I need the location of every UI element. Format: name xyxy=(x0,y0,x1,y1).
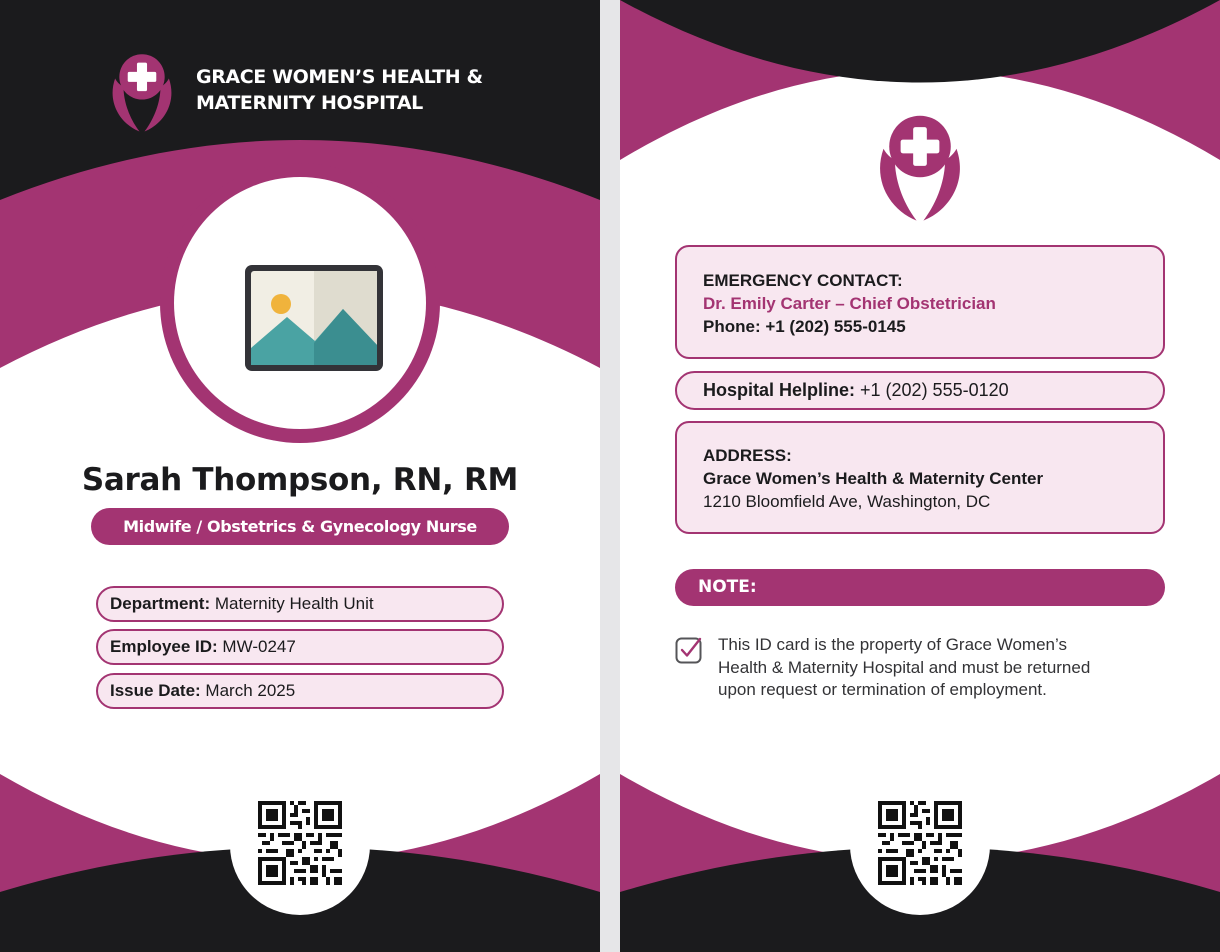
qr-code-icon xyxy=(878,801,962,885)
qr-code-icon xyxy=(258,801,342,885)
emergency-contact-name: Dr. Emily Carter – Chief Obstetrician xyxy=(703,294,996,313)
emergency-contact-box xyxy=(675,245,1165,359)
role-badge: Midwife / Obstetrics & Gynecology Nurse xyxy=(91,508,509,545)
staff-name: Sarah Thompson, RN, RM xyxy=(81,462,519,498)
helpline-label: Hospital Helpline: xyxy=(703,380,856,400)
hospital-logo-icon xyxy=(863,110,977,224)
emergency-contact-phone: Phone: +1 (202) 555-0145 xyxy=(703,317,906,336)
profile-photo-frame xyxy=(160,163,440,443)
address-line2: 1210 Bloomfield Ave, Washington, DC xyxy=(703,492,991,511)
qr-code-holder xyxy=(230,775,370,915)
issue-date-value: March 2025 xyxy=(200,681,296,700)
address-line1: Grace Women’s Health & Maternity Center xyxy=(703,469,1044,488)
id-card-front xyxy=(0,0,600,952)
department-label: Department: xyxy=(110,594,211,613)
emergency-contact-heading: EMERGENCY CONTACT: xyxy=(703,271,903,290)
issue-date-label: Issue Date: xyxy=(110,681,201,700)
employee-id-field xyxy=(96,629,504,665)
department-value: Maternity Health Unit xyxy=(210,594,374,613)
employee-id-label: Employee ID: xyxy=(110,637,218,656)
hospital-name xyxy=(196,64,556,116)
hospital-logo-icon xyxy=(100,50,184,134)
qr-code-holder xyxy=(850,775,990,915)
helpline-number: +1 (202) 555-0120 xyxy=(855,380,1009,400)
issue-date-field xyxy=(96,673,504,709)
hospital-helpline-box xyxy=(675,371,1165,410)
checkbox-check-icon xyxy=(675,635,703,665)
note-heading: NOTE: xyxy=(675,569,1165,606)
note-text: This ID card is the property of Grace Women’s Health & Maternity Hospital and must be returned upon request or termination of employment. xyxy=(718,635,1091,699)
department-field xyxy=(96,586,504,622)
employee-id-value: MW-0247 xyxy=(217,637,296,656)
hospital-name-line1: GRACE WOMEN’S HEALTH & xyxy=(196,66,483,88)
profile-photo xyxy=(174,177,426,429)
address-box xyxy=(675,421,1165,534)
id-card-back xyxy=(620,0,1220,952)
address-heading: ADDRESS: xyxy=(703,446,792,465)
image-placeholder-icon xyxy=(245,265,383,371)
hospital-name-line2: MATERNITY HOSPITAL xyxy=(196,92,423,114)
